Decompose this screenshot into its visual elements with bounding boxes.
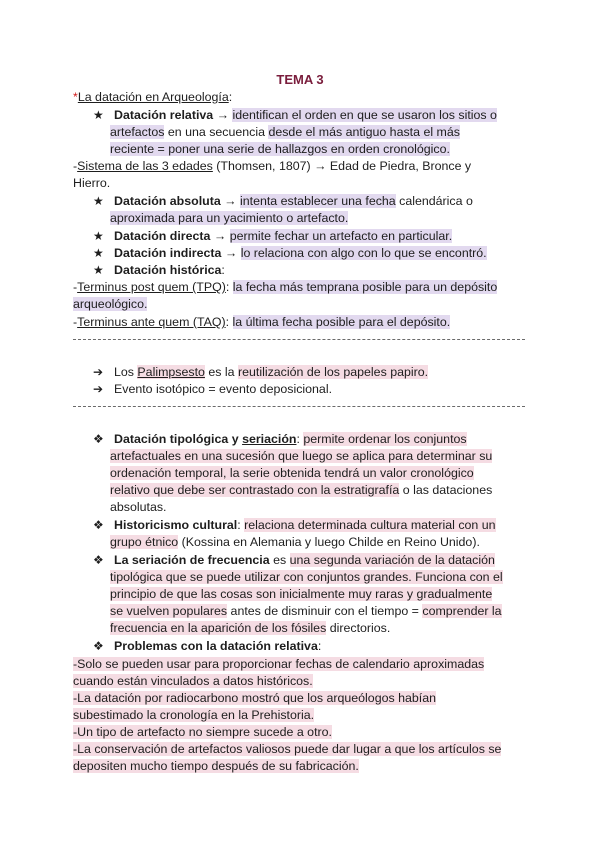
star-bullet-icon: ★: [93, 108, 104, 122]
problema-4: [73, 741, 501, 758]
colon: :: [228, 90, 233, 104]
frecuencia-line-4: [110, 603, 502, 620]
arrow-bullet-icon: ➔: [93, 365, 104, 379]
problemas-label: Problemas con la datación relativa: [114, 639, 318, 653]
tipologica-line-5: [110, 499, 166, 516]
highlight: la fecha más temprana posible para un depósito: [232, 280, 498, 294]
highlight: subestimado la cronología en la Prehistoria.: [73, 708, 315, 722]
text: calendárica o: [395, 194, 473, 208]
star-bullet-icon: ★: [93, 229, 104, 243]
problema-3: [73, 724, 332, 741]
indirecta-label: Datación indirecta: [114, 246, 222, 260]
diamond-bullet-icon: ❖: [93, 432, 104, 446]
highlight: -La conservación de artefactos valiosos puede dar lugar a que los artículos se: [73, 742, 502, 756]
highlight: se vuelven populares: [110, 604, 228, 618]
problema-2: [73, 690, 436, 707]
highlight: ordenación temporal, la serie obtenida tendrá un valor cronológico: [110, 466, 474, 480]
taq-line: [73, 314, 450, 331]
problemas-item: [93, 638, 321, 655]
absoluta-line-2: [110, 210, 348, 227]
highlight: permite ordenar los conjuntos: [303, 432, 467, 446]
highlight: grupo étnico: [110, 535, 179, 549]
tipologica-item: [93, 431, 467, 448]
palimpsesto-item: [93, 364, 428, 381]
frecuencia-item: [93, 552, 495, 569]
colon: :: [296, 432, 304, 446]
directa-label: Datación directa: [114, 229, 211, 243]
highlight: aproximada para un yacimiento o artefacto.: [110, 211, 349, 225]
highlight: una segunda variación de la datación: [289, 553, 495, 567]
historicismo-label: Historicismo cultural: [114, 518, 238, 532]
highlight: depositen mucho tiempo después de su fabricación.: [73, 759, 359, 773]
star-bullet-icon: ★: [93, 263, 104, 277]
text: directorios.: [326, 621, 391, 635]
problema-1: [73, 656, 484, 673]
text: (Kossina en Alemania y luego Childe en Reino Unido).: [178, 535, 480, 549]
highlight: comprender la: [422, 604, 502, 618]
relativa-line-3: [110, 141, 450, 158]
highlight: -Solo se pueden usar para proporcionar fechas de calendario aproximadas: [73, 657, 485, 671]
arrow: →: [221, 246, 241, 260]
highlight: -La datación por radiocarbono mostró que los arqueólogos habían: [73, 691, 437, 705]
frecuencia-label: La seriación de frecuencia: [114, 553, 270, 567]
star-bullet-icon: ★: [93, 194, 104, 208]
text: es: [269, 553, 290, 567]
indirecta-item: [93, 245, 487, 262]
arrow: →: [220, 194, 240, 208]
colon: :: [237, 518, 245, 532]
relativa-label: Datación relativa: [114, 108, 214, 122]
dashed-divider: [73, 339, 525, 340]
text: (Thomsen, 1807) → Edad de Piedra, Bronce y: [212, 159, 472, 173]
tipologica-line-2: [110, 448, 492, 465]
edades-line-2: [73, 175, 110, 192]
highlight: frecuencia en la aparición de los fósiles: [110, 621, 327, 635]
highlight: permite fechar un artefacto en particular.: [229, 229, 453, 243]
text: Los: [114, 365, 138, 379]
highlight: lo relaciona con algo con lo que se encontró.: [240, 246, 487, 260]
historica-item: [93, 262, 225, 279]
highlight: intenta establecer una fecha: [240, 194, 396, 208]
highlight: artefactuales en una sucesión que luego se aplica para determinar su: [110, 449, 493, 463]
colon: :: [225, 315, 233, 329]
palimpsesto-word: Palimpsesto: [137, 365, 205, 379]
text: en una secuencia: [164, 125, 269, 139]
text: Hierro.: [73, 176, 111, 190]
text: absolutas.: [110, 500, 167, 514]
edades-label: Sistema de las 3 edades: [77, 159, 213, 173]
highlight: relativo que debe ser contrastado con la estratigrafía: [110, 483, 400, 497]
historicismo-line-2: [110, 534, 480, 551]
diamond-bullet-icon: ❖: [93, 639, 104, 653]
highlight: -Un tipo de artefacto no siempre sucede a otro.: [73, 725, 332, 739]
diamond-bullet-icon: ❖: [93, 553, 104, 567]
highlight: cuando están vinculados a datos históricos.: [73, 674, 313, 688]
highlight: principio de que las cosas son inicialmente muy raras y gradualmente: [110, 587, 493, 601]
text: Evento isotópico = evento deposicional.: [114, 382, 333, 396]
section-heading: [73, 89, 232, 106]
page-title: TEMA 3: [276, 72, 324, 87]
directa-item: [93, 228, 452, 245]
text: o las dataciones: [399, 483, 493, 497]
highlight: tipológica que se puede utilizar con conjuntos grandes. Funciona con el: [110, 570, 503, 584]
highlight: desde el más antiguo hasta el más: [268, 125, 460, 139]
text: antes de disminuir con el tiempo =: [227, 604, 423, 618]
taq-label: Terminus ante quem (TAQ): [77, 315, 226, 329]
absoluta-item: [93, 193, 473, 210]
relativa-text: identifican el orden en que se usaron los sitios o: [232, 108, 497, 122]
asterisk-mark: *: [73, 90, 78, 104]
arrow-bullet-icon: ➔: [93, 382, 104, 396]
absoluta-label: Datación absoluta: [114, 194, 221, 208]
highlight: reciente = poner una serie de hallazgos en orden cronológico.: [110, 142, 450, 156]
highlight: la última fecha posible para el depósito.: [232, 315, 451, 329]
arrow: →: [210, 229, 230, 243]
highlight: reutilización de los papeles papiro.: [237, 365, 429, 379]
section-heading-text: La datación en Arqueología: [77, 90, 229, 104]
seriacion-label: seriación: [242, 432, 297, 446]
dash: -: [73, 315, 78, 329]
tipologica-line-4: [110, 482, 492, 499]
problema-1-line-2: [73, 673, 313, 690]
text: es la: [204, 365, 238, 379]
frecuencia-line-3: [110, 586, 492, 603]
diamond-bullet-icon: ❖: [93, 518, 104, 532]
dash: -: [73, 159, 78, 173]
frecuencia-line-2: [110, 569, 503, 586]
tpq-line: [73, 279, 497, 296]
dash: -: [73, 280, 78, 294]
problema-4-line-2: [73, 758, 359, 775]
historica-label: Datación histórica: [114, 263, 222, 277]
highlight: relaciona determinada cultura material con un: [244, 518, 496, 532]
frecuencia-line-5: [110, 620, 390, 637]
historicismo-item: [93, 517, 496, 534]
arrow: →: [213, 108, 233, 122]
star-bullet-icon: ★: [93, 246, 104, 260]
highlight: artefactos: [110, 125, 165, 139]
colon: :: [225, 280, 233, 294]
colon: :: [317, 639, 322, 653]
tpq-line-2: [73, 296, 147, 313]
tpq-label: Terminus post quem (TPQ): [77, 280, 226, 294]
tipologica-label: Datación tipológica y: [114, 432, 243, 446]
problema-2-line-2: [73, 707, 314, 724]
edades-line: [73, 158, 471, 175]
colon: :: [221, 263, 225, 277]
relativa-line-2: [110, 124, 460, 141]
isotopico-item: [93, 381, 332, 398]
tipologica-line-3: [110, 465, 474, 482]
relativa-item: [93, 107, 497, 124]
dashed-divider: [73, 406, 525, 407]
highlight: arqueológico.: [73, 297, 148, 311]
